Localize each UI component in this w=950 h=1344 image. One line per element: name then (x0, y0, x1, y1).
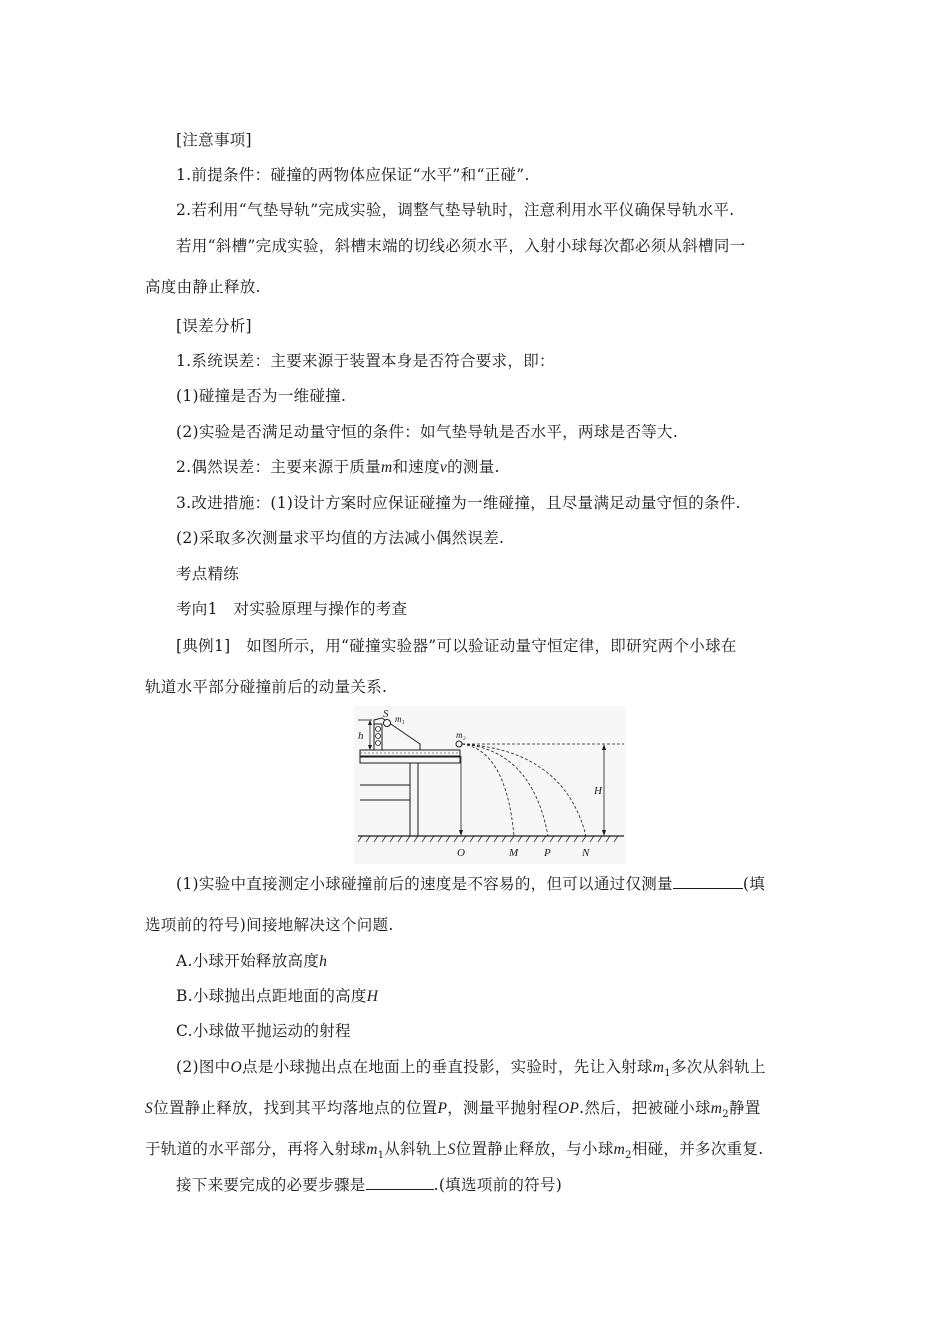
errors-item-1a: (1)碰撞是否为一维碰撞. (176, 387, 347, 405)
ball-m1 (384, 720, 391, 727)
label-M: M (509, 847, 519, 859)
label-h: h (358, 730, 364, 742)
errors-item-2: 2.偶然误差：主要来源于质量m和速度v的测量. (176, 458, 500, 476)
notes-item-2: 2.若利用“气垫导轨”完成实验，调整气垫导轨时，注意利用水平仪确保导轨水平. (176, 201, 735, 219)
notes-item-3-line-1: 若用“斜槽”完成实验，斜槽末端的切线必须水平，入射小球每次都必须从斜槽同一 (176, 237, 746, 255)
q1-line-2: 选项前的符号)间接地解决这个问题. (145, 916, 394, 934)
label-P: P (544, 847, 551, 859)
notes-item-3-line-2: 高度由静止释放. (145, 278, 261, 296)
q2-line-4: 接下来要完成的必要步骤是 .(填选项前的符号) (176, 1176, 563, 1194)
errors-item-3: 3.改进措施：(1)设计方案时应保证碰撞为一维碰撞，且尽量满足动量守恒的条件. (176, 494, 741, 512)
label-m1: m₁ (395, 714, 405, 724)
example-line-2: 轨道水平部分碰撞前后的动量关系. (145, 678, 388, 696)
q1-option-a: A.小球开始释放高度h (176, 952, 328, 970)
errors-item-1: 1.系统误差：主要来源于装置本身是否符合要求，即： (176, 352, 555, 370)
errors-item-3b: (2)采取多次测量求平均值的方法减小偶然误差. (176, 529, 505, 547)
collision-apparatus-figure (354, 706, 626, 864)
practice-heading: 考点精练 (176, 565, 240, 583)
q1-line-1: (1)实验中直接测定小球碰撞前后的速度是不容易的，但可以通过仅测量 (填 (176, 875, 766, 893)
q2-answer-blank[interactable] (366, 1188, 434, 1190)
label-H: H (594, 785, 602, 797)
label-O: O (457, 847, 465, 859)
q1-option-b: B.小球抛出点距地面的高度H (176, 987, 379, 1005)
example-line-1: [典例1] 如图所示，用“碰撞实验器”可以验证动量守恒定律，即研究两个小球在 (176, 637, 737, 655)
errors-heading: [误差分析] (176, 317, 252, 335)
ball-m2 (456, 741, 462, 747)
q2-line-1: (2)图中O点是小球抛出点在地面上的垂直投影，实验时，先让入射球$m_1$多次从斜轨上 (176, 1058, 766, 1080)
notes-item-1: 1.前提条件：碰撞的两物体应保证“水平”和“正碰”. (176, 166, 530, 184)
q1-option-c: C.小球做平抛运动的射程 (176, 1022, 351, 1040)
errors-item-1b: (2)实验是否满足动量守恒的条件：如气垫导轨是否水平，两球是否等大. (176, 423, 679, 441)
q2-line-3: 于轨道的水平部分，再将入射球$m_1$从斜轨上S位置静止释放，与小球$m_2$相碰，并多次重复. (145, 1140, 764, 1162)
notes-heading: [注意事项] (176, 131, 252, 149)
label-S: S (383, 708, 389, 720)
practice-direction: 考向1 对实验原理与操作的考查 (176, 600, 408, 618)
q2-line-2: S位置静止释放，找到其平均落地点的位置P，测量平抛射程OP.然后，把被碰小球$m_2$静置 (145, 1099, 761, 1121)
q1-answer-blank[interactable] (673, 887, 743, 889)
label-N: N (582, 847, 590, 859)
label-m2: m₂ (456, 730, 466, 740)
